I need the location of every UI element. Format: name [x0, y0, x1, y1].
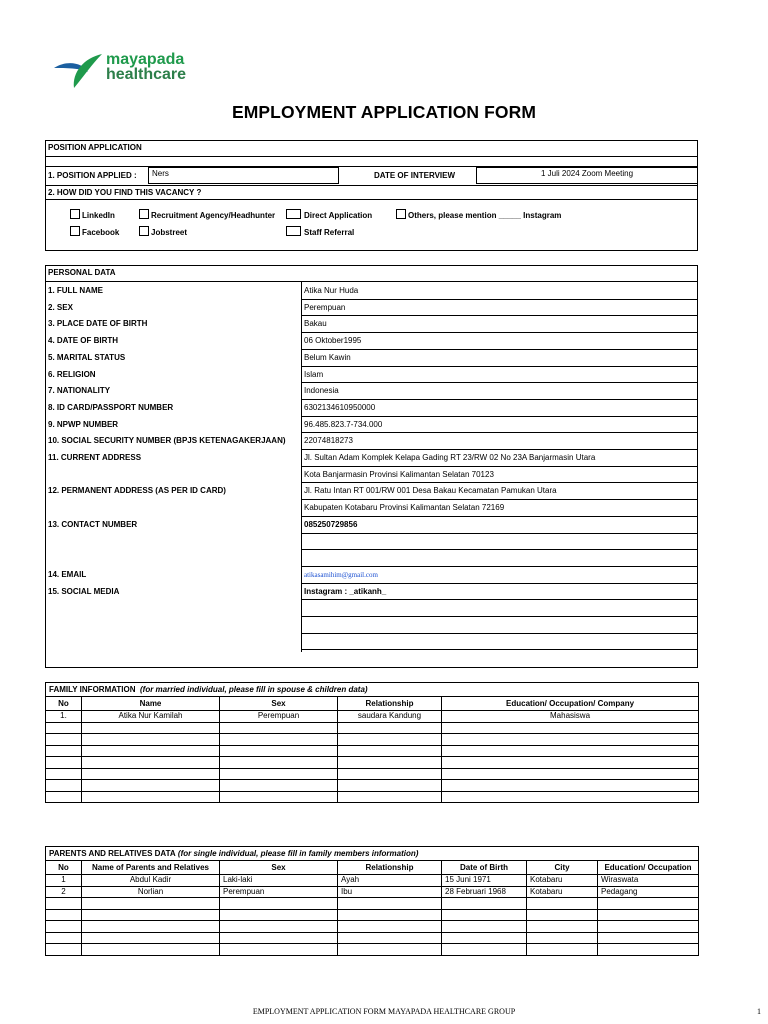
- family-cell[interactable]: [220, 745, 338, 757]
- parents-cell[interactable]: [338, 921, 442, 933]
- parents-cell[interactable]: 28 Februari 1968: [442, 886, 527, 898]
- page-number: 1: [757, 1007, 761, 1016]
- permanent-address-label: 12. PERMANENT ADDRESS (AS PER ID CARD): [48, 486, 226, 496]
- personal-value-field[interactable]: Bakau: [304, 319, 327, 329]
- parents-section-title: PARENTS AND RELATIVES DATA: [49, 848, 176, 858]
- family-cell[interactable]: [46, 768, 82, 780]
- parents-cell[interactable]: [527, 921, 598, 933]
- family-cell[interactable]: [338, 768, 442, 780]
- parents-cell[interactable]: 2: [46, 886, 82, 898]
- parents-cell[interactable]: [598, 944, 699, 956]
- parents-cell[interactable]: [46, 898, 82, 910]
- family-cell[interactable]: [82, 745, 220, 757]
- personal-value-field[interactable]: Belum Kawin: [304, 352, 351, 362]
- personal-value-field[interactable]: Islam: [304, 369, 324, 379]
- personal-value-field[interactable]: Indonesia: [304, 386, 339, 396]
- family-cell[interactable]: [442, 791, 699, 803]
- personal-value-field[interactable]: 6302134610950000: [304, 402, 376, 412]
- parents-cell[interactable]: Abdul Kadir: [82, 875, 220, 887]
- linkedin-checkbox[interactable]: [70, 209, 80, 219]
- parents-cell[interactable]: [46, 909, 82, 921]
- parents-table-row: [46, 921, 699, 933]
- jobstreet-checkbox[interactable]: [139, 226, 149, 236]
- family-cell[interactable]: [220, 757, 338, 769]
- parents-cell[interactable]: [598, 921, 699, 933]
- family-cell[interactable]: [442, 734, 699, 746]
- family-cell[interactable]: [338, 722, 442, 734]
- parents-cell[interactable]: 1: [46, 875, 82, 887]
- email-field[interactable]: atikasamihim@gmail.com: [304, 570, 378, 579]
- parents-cell[interactable]: [598, 909, 699, 921]
- logo-text-line2: healthcare: [106, 66, 187, 83]
- family-cell[interactable]: [46, 722, 82, 734]
- parents-cell[interactable]: [442, 909, 527, 921]
- parents-cell[interactable]: [598, 932, 699, 944]
- parents-cell[interactable]: Ibu: [338, 886, 442, 898]
- personal-label: 9. NPWP NUMBER: [48, 419, 119, 429]
- family-table-row: [46, 791, 699, 803]
- parents-cell[interactable]: [527, 932, 598, 944]
- parents-cell[interactable]: [220, 921, 338, 933]
- parents-cell[interactable]: [442, 898, 527, 910]
- linkedin-label: LinkedIn: [82, 211, 115, 220]
- personal-data-title: PERSONAL DATA: [48, 268, 116, 277]
- family-cell[interactable]: [442, 722, 699, 734]
- parents-cell[interactable]: [82, 898, 220, 910]
- family-table-row: [46, 734, 699, 746]
- parents-cell[interactable]: [82, 932, 220, 944]
- parents-column-header: Date of Birth: [442, 861, 527, 875]
- family-column-header: Sex: [220, 697, 338, 711]
- parents-table: [45, 846, 699, 956]
- personal-value-field[interactable]: Perempuan: [304, 302, 346, 312]
- family-cell[interactable]: [220, 734, 338, 746]
- family-cell[interactable]: [46, 757, 82, 769]
- page-title: EMPLOYMENT APPLICATION FORM: [231, 102, 537, 122]
- family-cell[interactable]: [220, 791, 338, 803]
- parents-cell[interactable]: [220, 909, 338, 921]
- recruitment-agency-label: Recruitment Agency/Headhunter: [151, 211, 276, 220]
- personal-label: 4. DATE OF BIRTH: [48, 336, 119, 346]
- family-cell[interactable]: saudara Kandung: [338, 711, 442, 723]
- jobstreet-label: Jobstreet: [151, 228, 188, 237]
- facebook-label: Facebook: [82, 228, 120, 237]
- parents-cell[interactable]: [46, 921, 82, 933]
- parents-cell[interactable]: Wiraswata: [598, 875, 699, 887]
- parents-table-row: [46, 898, 699, 910]
- parents-cell[interactable]: [220, 898, 338, 910]
- personal-label: 6. RELIGION: [48, 369, 96, 379]
- family-table-row: [46, 722, 699, 734]
- family-column-header: Relationship: [338, 697, 442, 711]
- family-cell[interactable]: [82, 768, 220, 780]
- parents-cell[interactable]: [527, 898, 598, 910]
- family-cell[interactable]: [338, 745, 442, 757]
- parents-cell[interactable]: [82, 921, 220, 933]
- family-cell[interactable]: [220, 768, 338, 780]
- facebook-checkbox[interactable]: [70, 226, 80, 236]
- parents-cell[interactable]: [598, 898, 699, 910]
- family-cell[interactable]: [338, 780, 442, 792]
- footer-text: EMPLOYMENT APPLICATION FORM MAYAPADA HEALTHCARE GROUP: [252, 1007, 516, 1016]
- parents-cell[interactable]: [442, 944, 527, 956]
- interview-date-field[interactable]: 1 Juli 2024 Zoom Meeting: [476, 167, 698, 184]
- parents-cell[interactable]: [338, 932, 442, 944]
- personal-value-field[interactable]: 96.485.823.7-734.000: [304, 419, 383, 429]
- permanent-address-line2[interactable]: Kabupaten Kotabaru Provinsi Kalimantan Selatan 72169: [304, 503, 505, 513]
- staff-referral-label: Staff Referral: [304, 228, 355, 237]
- parents-cell[interactable]: 15 Juni 1971: [442, 875, 527, 887]
- parents-section-header: [46, 847, 699, 861]
- family-cell[interactable]: [46, 791, 82, 803]
- leaf-logo-icon: [52, 50, 104, 90]
- family-table-row: [46, 745, 699, 757]
- parents-cell[interactable]: [220, 932, 338, 944]
- parents-cell[interactable]: [82, 909, 220, 921]
- parents-table-row: [46, 909, 699, 921]
- parents-column-header: No: [46, 861, 82, 875]
- family-table-row: [46, 768, 699, 780]
- family-table: [45, 682, 699, 803]
- parents-cell[interactable]: Perempuan: [220, 886, 338, 898]
- family-cell[interactable]: [82, 734, 220, 746]
- family-cell[interactable]: Mahasiswa: [442, 711, 699, 723]
- family-cell[interactable]: [220, 780, 338, 792]
- personal-label: 3. PLACE DATE OF BIRTH: [48, 319, 148, 329]
- family-cell[interactable]: [442, 745, 699, 757]
- recruitment-agency-checkbox[interactable]: [139, 209, 149, 219]
- parents-column-header: City: [527, 861, 598, 875]
- parents-cell[interactable]: Ayah: [338, 875, 442, 887]
- personal-label: 5. MARITAL STATUS: [48, 352, 126, 362]
- social-media-label: 15. SOCIAL MEDIA: [48, 586, 120, 596]
- family-section-note: (for married individual, please fill in spouse & children data): [139, 684, 368, 694]
- family-cell[interactable]: [82, 791, 220, 803]
- parents-column-header: Sex: [220, 861, 338, 875]
- interview-date-label: DATE OF INTERVIEW: [374, 171, 456, 180]
- parents-cell[interactable]: [82, 944, 220, 956]
- family-cell[interactable]: [46, 780, 82, 792]
- family-cell[interactable]: [220, 722, 338, 734]
- position-applied-field[interactable]: Ners: [148, 167, 339, 184]
- parents-table-row: [46, 932, 699, 944]
- family-cell[interactable]: [338, 791, 442, 803]
- family-cell[interactable]: [442, 757, 699, 769]
- family-table-row: [46, 757, 699, 769]
- family-cell[interactable]: [442, 768, 699, 780]
- personal-label: 7. NATIONALITY: [48, 386, 111, 396]
- family-column-header: Education/ Occupation/ Company: [442, 697, 699, 711]
- parents-section-note: (for single individual, please fill in family members information): [177, 848, 419, 858]
- family-cell[interactable]: [82, 757, 220, 769]
- email-label: 14. EMAIL: [48, 569, 87, 579]
- parents-cell[interactable]: [46, 932, 82, 944]
- parents-cell[interactable]: [442, 932, 527, 944]
- family-column-header: Name: [82, 697, 220, 711]
- parents-cell[interactable]: Kotabaru: [527, 886, 598, 898]
- others-label: Others, please mention _____ Instagram: [408, 211, 562, 220]
- parents-column-header: Name of Parents and Relatives: [82, 861, 220, 875]
- parents-cell[interactable]: [338, 898, 442, 910]
- parents-column-header: Education/ Occupation: [598, 861, 699, 875]
- parents-table-row: [46, 886, 699, 898]
- parents-cell[interactable]: Kotabaru: [527, 875, 598, 887]
- family-cell[interactable]: Atika Nur Kamilah: [82, 711, 220, 723]
- direct-application-label: Direct Application: [304, 211, 373, 220]
- position-section-title: POSITION APPLICATION: [48, 143, 142, 152]
- family-cell[interactable]: [82, 722, 220, 734]
- personal-label: 2. SEX: [48, 302, 73, 312]
- position-applied-label: 1. POSITION APPLIED :: [48, 171, 137, 180]
- parents-cell[interactable]: [338, 909, 442, 921]
- family-cell[interactable]: [82, 780, 220, 792]
- family-cell[interactable]: Perempuan: [220, 711, 338, 723]
- direct-application-checkbox[interactable]: [286, 209, 301, 219]
- parents-table-row: [46, 944, 699, 956]
- family-cell[interactable]: [46, 734, 82, 746]
- parents-cell[interactable]: [442, 921, 527, 933]
- family-cell[interactable]: [46, 745, 82, 757]
- parents-column-header: Relationship: [338, 861, 442, 875]
- parents-cell[interactable]: [46, 944, 82, 956]
- social-media-field[interactable]: Instagram : _atikanh_: [304, 586, 387, 596]
- family-section-title: FAMILY INFORMATION: [49, 684, 136, 694]
- current-address-label: 11. CURRENT ADDRESS: [48, 453, 142, 462]
- logo-text-line1: mayapada: [106, 51, 185, 68]
- company-logo: [52, 50, 212, 92]
- current-address-line2[interactable]: Kota Banjarmasin Provinsi Kalimantan Selatan 70123: [304, 469, 494, 479]
- vacancy-question-label: 2. HOW DID YOU FIND THIS VACANCY ?: [48, 188, 202, 197]
- personal-label: 10. SOCIAL SECURITY NUMBER (BPJS KETENAGAKERJAAN): [48, 436, 286, 446]
- parents-cell[interactable]: Laki-laki: [220, 875, 338, 887]
- permanent-address-line1[interactable]: Jl. Ratu Intan RT 001/RW 001 Desa Bakau Kecamatan Pamukan Utara: [304, 486, 557, 496]
- parents-cell[interactable]: [527, 944, 598, 956]
- contact-number-field[interactable]: 085250729856: [304, 519, 358, 529]
- family-column-header: No: [46, 697, 82, 711]
- family-table-row: [46, 711, 699, 723]
- contact-number-label: 13. CONTACT NUMBER: [48, 519, 138, 529]
- family-cell[interactable]: [442, 780, 699, 792]
- family-section-header: [46, 683, 699, 697]
- personal-value-field[interactable]: Atika Nur Huda: [304, 286, 359, 295]
- personal-value-field[interactable]: 22074818273: [304, 436, 353, 446]
- current-address-line1[interactable]: Jl. Sultan Adam Komplek Kelapa Gading RT 23/RW 02 No 23A Banjarmasin Utara: [304, 453, 596, 462]
- others-checkbox[interactable]: [396, 209, 406, 219]
- family-table-row: [46, 780, 699, 792]
- personal-label: 8. ID CARD/PASSPORT NUMBER: [48, 402, 174, 412]
- parents-table-row: [46, 875, 699, 887]
- family-cell[interactable]: 1.: [46, 711, 82, 723]
- parents-cell[interactable]: Norlian: [82, 886, 220, 898]
- parents-cell[interactable]: [338, 944, 442, 956]
- parents-cell[interactable]: [527, 909, 598, 921]
- parents-cell[interactable]: Pedagang: [598, 886, 699, 898]
- parents-cell[interactable]: [220, 944, 338, 956]
- family-cell[interactable]: [338, 734, 442, 746]
- family-cell[interactable]: [338, 757, 442, 769]
- personal-value-field[interactable]: 06 Oktober1995: [304, 336, 362, 346]
- staff-referral-checkbox[interactable]: [286, 226, 301, 236]
- personal-label: 1. FULL NAME: [48, 286, 103, 295]
